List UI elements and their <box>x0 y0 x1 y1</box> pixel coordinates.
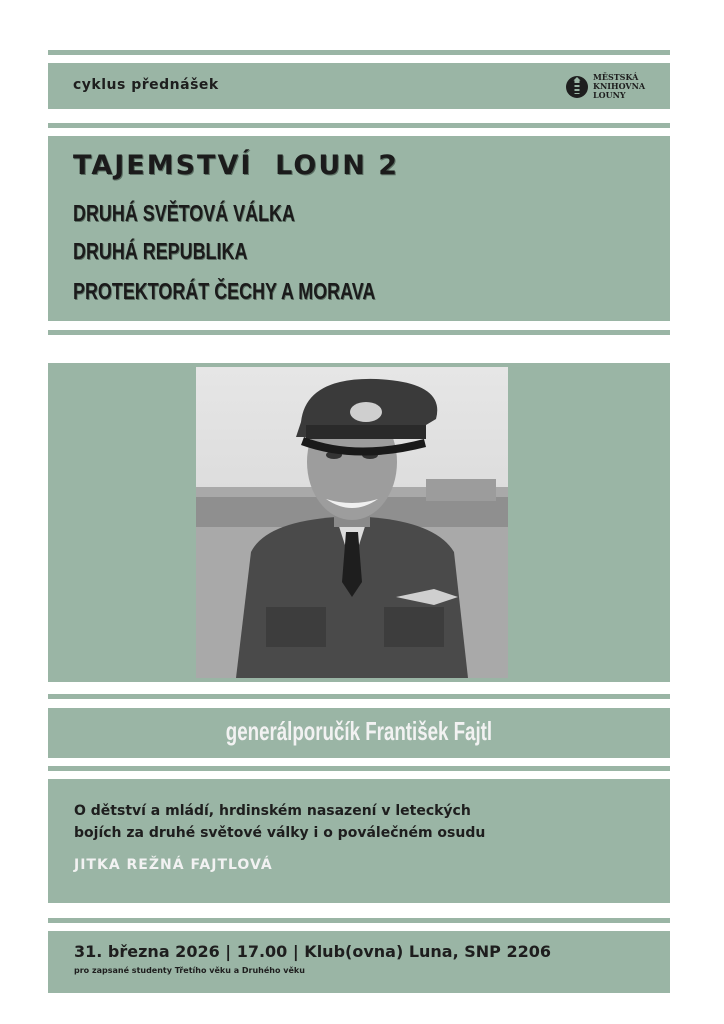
subtitle: DRUHÁ SVĚTOVÁ VÁLKA <box>73 200 295 226</box>
event-band <box>48 931 670 993</box>
honoree-name-text: generálporučík František Fajtl <box>225 716 493 746</box>
divider-stripe <box>48 694 670 699</box>
logo-line: LOUNY <box>593 90 626 100</box>
honoree-name <box>48 716 670 747</box>
lighthouse-icon <box>566 74 588 100</box>
logo-line: KNIHOVNA <box>593 81 646 91</box>
subtitle: PROTEKTORÁT ČECHY A MORAVA <box>73 278 376 304</box>
audience-note: pro zapsané studenty Třetího věku a Druhého věku <box>74 966 305 975</box>
event-details: 31. března 2026 | 17.00 | Klub(ovna) Luna, SNP 2206 <box>74 942 551 961</box>
subtitle: DRUHÁ REPUBLIKA <box>73 238 248 264</box>
main-title: TAJEMSTVÍ LOUN 2 <box>73 150 400 181</box>
divider-stripe <box>48 918 670 923</box>
description-line: O dětství a mládí, hrdinském nasazení v leteckých <box>74 803 471 819</box>
divider-stripe <box>48 330 670 335</box>
description-line: bojích za druhé světové války i o poválečném osudu <box>74 825 486 841</box>
divider-stripe <box>48 50 670 55</box>
logo-line: MĚSTSKÁ <box>593 72 639 82</box>
talk-description <box>74 800 485 844</box>
series-label: cyklus přednášek <box>73 77 219 93</box>
divider-stripe <box>48 123 670 128</box>
library-logo <box>566 73 645 100</box>
divider-stripe <box>48 766 670 771</box>
speaker-name: JITKA REŽNÁ FAJTLOVÁ <box>74 857 273 873</box>
portrait-photo <box>196 367 508 678</box>
